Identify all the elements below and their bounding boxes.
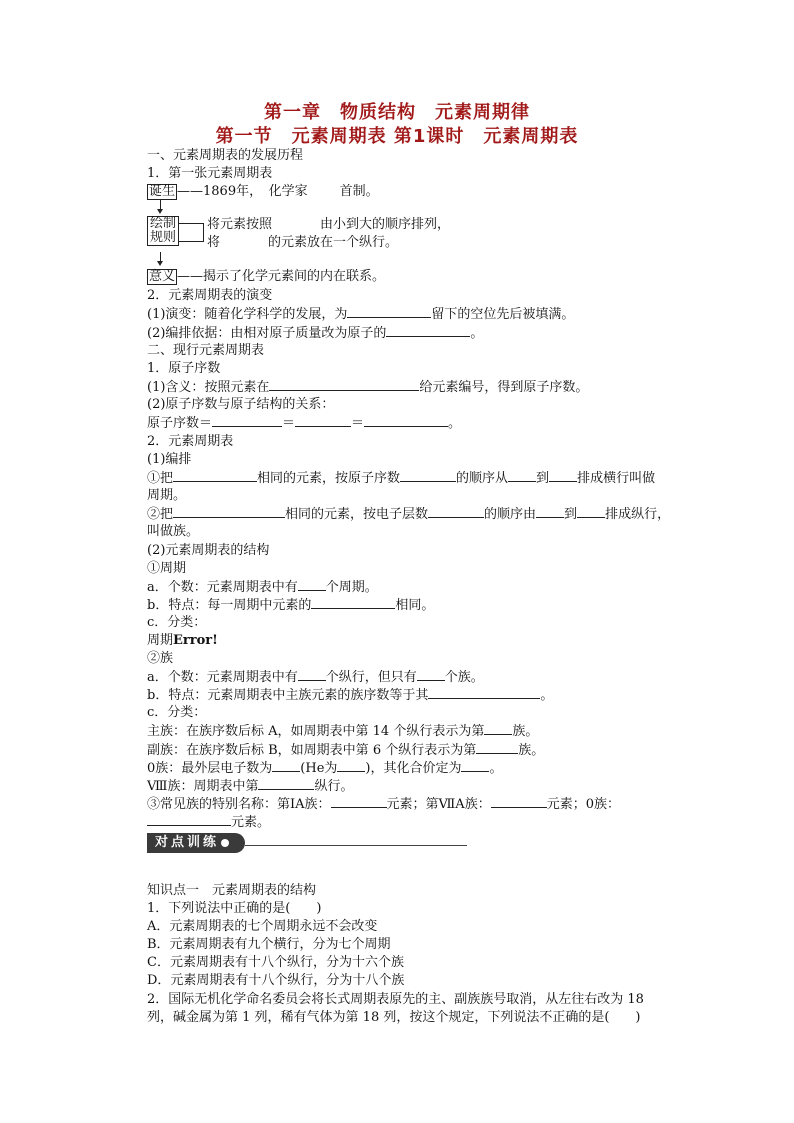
question-1: 1．下列说法中正确的是( )	[147, 901, 322, 916]
part2-subheading-2: 2．元素周期表	[147, 434, 234, 449]
blank[interactable]	[269, 378, 419, 391]
blank[interactable]	[549, 469, 577, 482]
chapter-title: 第一章 物质结构 元素周期律	[264, 102, 530, 123]
part1-heading: 一、元素周期表的发展历程	[147, 148, 304, 163]
option-d[interactable]: D．元素周期表有十八个纵行，分为十八个族	[147, 973, 405, 988]
rule-box: 绘制规则	[147, 216, 179, 246]
period-error-line: 周期Error!	[147, 633, 218, 648]
birth-line	[147, 183, 379, 200]
basis-line: (2)编排依据：由相对原子质量改为原子的 。	[147, 326, 484, 341]
blank[interactable]	[347, 305, 431, 318]
main-group-line: 主族：在族序数后标 A，如周期表中第 14 个纵行表示为第 族。	[147, 724, 539, 739]
period-class-line: c．分类：	[147, 615, 207, 630]
question-2-line-1: 2．国际无机化学命名委员会将长式周期表原先的主、副族族号取消，从左往右改为 18	[147, 992, 644, 1007]
blank[interactable]	[337, 759, 365, 772]
relation-line: (2)原子序数与原子结构的关系：	[147, 397, 335, 412]
blank[interactable]	[147, 813, 231, 826]
group-names-line: ③常见族的特别名称：第ⅠA族： 元素；第ⅦA族： 元素；0族：	[147, 797, 620, 812]
blank[interactable]	[173, 469, 257, 482]
blank[interactable]	[428, 505, 484, 518]
blank[interactable]	[364, 414, 448, 427]
blank[interactable]	[386, 324, 470, 337]
zero-group-line: 0族：最外层电子数为 (He为 )，其化合价定为 。	[147, 761, 503, 776]
period-rule-line-2: 周期。	[147, 488, 187, 503]
group-rule-line: ②把 相同的元素，按电子层数 的顺序由 到 排成纵行，	[147, 507, 671, 522]
structure-heading: (2)元素周期表的结构	[147, 543, 270, 558]
blank[interactable]	[400, 469, 456, 482]
blank[interactable]	[536, 505, 564, 518]
blank[interactable]	[173, 505, 285, 518]
blank[interactable]	[212, 414, 282, 427]
rule-box-wrap	[147, 216, 179, 246]
dot-icon	[221, 839, 229, 847]
blank[interactable]	[331, 795, 387, 808]
equation-line: 原子序数＝ ＝ ＝ 。	[147, 416, 462, 431]
period-count-line: a．个数：元素周期表中有 个周期。	[147, 580, 378, 595]
blank[interactable]	[428, 686, 540, 699]
arrow-down-icon-2	[160, 252, 161, 262]
part2-heading: 二、现行元素周期表	[147, 343, 265, 358]
group-heading: ②族	[147, 651, 174, 666]
evolution-line: (1)演变：随着化学科学的发展，为 留下的空位先后被填满。	[147, 307, 575, 322]
question-2-line-2: 列，碱金属为第 1 列，稀有气体为第 18 列，按这个规定，下列说法不正确的是( )	[147, 1010, 641, 1025]
part1-subheading-1: 1．第一张元素周期表	[147, 166, 273, 181]
arrange-heading: (1)编排	[147, 452, 192, 467]
blank[interactable]	[258, 777, 314, 790]
rule-bracket	[179, 223, 204, 242]
blank[interactable]	[272, 759, 300, 772]
blank[interactable]	[577, 505, 605, 518]
rule-line-2: 将 的元素放在一个纵行。	[207, 235, 399, 250]
option-b[interactable]: B．元素周期表有九个横行，分为七个周期	[147, 937, 391, 952]
blank[interactable]	[476, 741, 518, 754]
blank[interactable]	[311, 596, 395, 609]
meaning-line: 意义 ——揭示了化学元素间的内在联系。	[149, 269, 386, 284]
birth-text-b: 首制。	[339, 184, 379, 199]
birth-text-a: ——1869年， 化学家	[177, 184, 308, 199]
arrow-down-icon	[160, 200, 161, 210]
blank[interactable]	[461, 759, 489, 772]
meaning-box: 意义	[149, 269, 176, 284]
blank[interactable]	[298, 578, 326, 591]
viii-group-line: Ⅷ族：周期表中第 纵行。	[147, 779, 354, 794]
section-title: 第一节 元素周期表 第1课时 元素周期表	[215, 126, 579, 147]
practice-banner: 对点训练	[147, 833, 245, 853]
knowledge-point: 知识点一 元素周期表的结构	[147, 883, 317, 898]
banner-rule	[245, 845, 467, 846]
group-names-line-2: 元素。	[147, 813, 270, 831]
group-rule-line-2: 叫做族。	[147, 524, 200, 539]
period-feature-line: b．特点：每一周期中元素的 相同。	[147, 598, 435, 613]
blank[interactable]	[484, 722, 512, 735]
group-feature-line: b．特点：元素周期表中主族元素的族序数等于其 。	[147, 688, 554, 703]
blank[interactable]	[508, 469, 536, 482]
blank[interactable]	[298, 668, 326, 681]
group-count-line: a．个数：元素周期表中有 个纵行，但只有 个族。	[147, 670, 484, 685]
birth-box: 诞生	[149, 184, 176, 199]
definition-line: (1)含义：按照元素在 给元素编号，得到原子序数。	[147, 380, 589, 395]
part1-subheading-2: 2．元素周期表的演变	[147, 288, 273, 303]
blank[interactable]	[491, 795, 547, 808]
blank[interactable]	[295, 414, 351, 427]
blank[interactable]	[417, 668, 445, 681]
rule-line-1: 将元素按照 由小到大的顺序排列，	[207, 217, 451, 232]
group-class-line: c．分类：	[147, 705, 207, 720]
part2-subheading-1: 1．原子序数	[147, 361, 221, 376]
period-heading: ①周期	[147, 561, 187, 576]
period-rule-line: ①把 相同的元素，按原子序数 的顺序从 到 排成横行叫做	[147, 471, 656, 486]
option-c[interactable]: C．元素周期表有十八个纵行，分为十六个族	[147, 955, 404, 970]
option-a[interactable]: A．元素周期表的七个周期永远不会改变	[147, 919, 378, 934]
sub-group-line: 副族：在族序数后标 B，如周期表中第 6 个纵行表示为第 族。	[147, 743, 545, 758]
